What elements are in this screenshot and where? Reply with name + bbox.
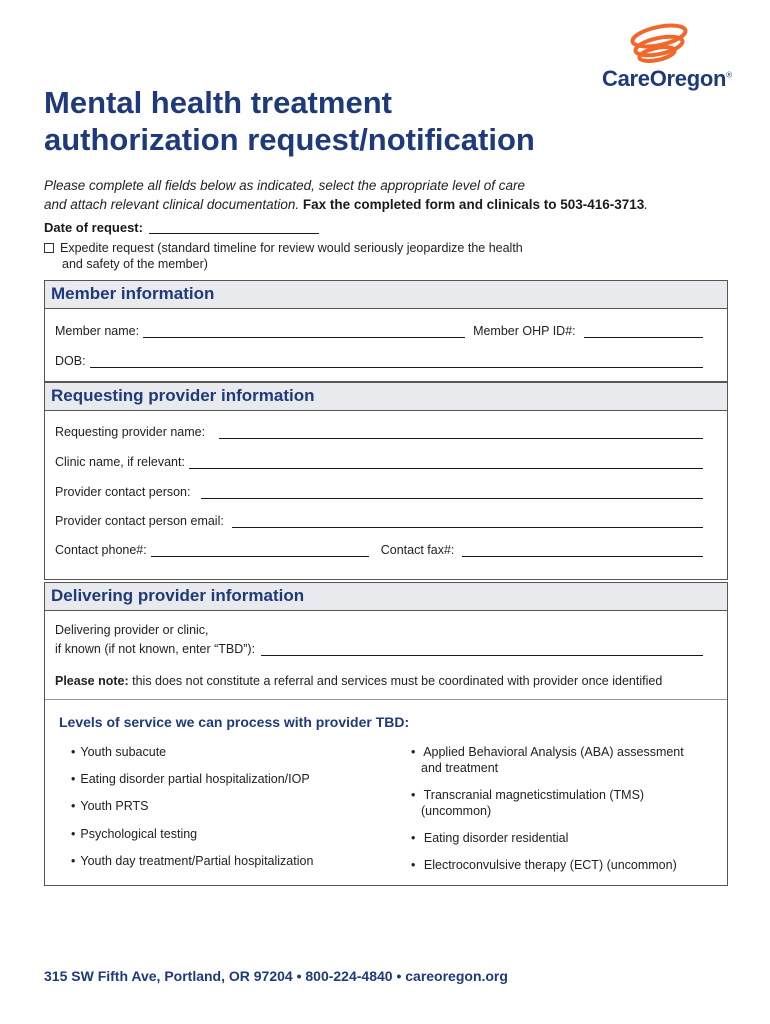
list-item: • Eating disorder residential (411, 830, 568, 846)
requesting-provider-name-field[interactable] (219, 427, 703, 439)
divider (45, 699, 727, 700)
member-information-section: Member information Member name: Member OHP ID#: DOB: (44, 280, 728, 382)
expedite-checkbox[interactable] (44, 243, 54, 253)
list-item: • Applied Behavioral Analysis (ABA) assessment and treatment (411, 744, 684, 776)
list-item: • Eating disorder partial hospitalization/IOP (71, 771, 310, 787)
levels-of-service-title: Levels of service we can process with provider TBD: (59, 714, 410, 730)
member-ohp-id-field[interactable] (584, 326, 703, 338)
provider-contact-email-field[interactable] (232, 516, 703, 528)
date-of-request: Date of request: (44, 220, 319, 235)
date-of-request-field[interactable] (149, 233, 319, 234)
list-item: • Transcranial magneticstimulation (TMS) (uncommon) (411, 787, 644, 819)
contact-fax-field[interactable] (462, 545, 703, 557)
list-item: • Electroconvulsive therapy (ECT) (uncommon) (411, 857, 677, 873)
provider-contact-person-field[interactable] (201, 487, 704, 499)
please-note: Please note: this does not constitute a referral and services must be coordinated with provider once identified (55, 674, 663, 688)
logo-text: CareOregon® (602, 66, 732, 91)
clinic-name-field[interactable] (189, 457, 703, 469)
contact-phone-field[interactable] (151, 545, 369, 557)
delivering-provider-field[interactable] (261, 644, 703, 656)
list-item: • Youth subacute (71, 744, 166, 760)
careoregon-swirl-icon (628, 22, 690, 64)
delivering-provider-section: Delivering provider information Delivering provider or clinic, if known (if not known, enter “TBD”): Please note: this does not constitute a referral and services must be coordinated with provider once identified Levels of service we can process with provider TBD: • Youth subacute • Eating disorder partial hospitalization/IOP • Youth PRTS • Psychological testing • Youth day treatment/Partial hospitalization • Applied Behavioral Analysis (ABA) assessment and treatment • Transcranial magneticstimulation (TMS) (uncommon) • Eating disorder residential • Electroconvulsive therapy (ECT) (uncommon) (44, 582, 728, 886)
section-heading: Delivering provider information (45, 583, 727, 611)
expedite-request: Expedite request (standard timeline for review would seriously jeopardize the health and safety of the member) (44, 240, 604, 272)
list-item: • Psychological testing (71, 826, 197, 842)
section-heading: Member information (45, 281, 727, 309)
page-title: Mental health treatment authorization request/notification (44, 85, 535, 157)
member-name-field[interactable] (143, 326, 465, 338)
section-heading: Requesting provider information (45, 383, 727, 411)
careoregon-logo (598, 22, 738, 94)
list-item: • Youth PRTS (71, 798, 149, 814)
requesting-provider-section: Requesting provider information Requesting provider name: Clinic name, if relevant: Provider contact person: Provider contact person email: Contact phone#: Contact fax#: (44, 382, 728, 580)
list-item: • Youth day treatment/Partial hospitalization (71, 853, 313, 869)
dob-field[interactable] (90, 356, 703, 368)
footer-contact: 315 SW Fifth Ave, Portland, OR 97204 • 800-224-4840 • careoregon.org (44, 968, 508, 984)
instructions: Please complete all fields below as indicated, select the appropriate level of care and attach relevant clinical documentation. Fax the completed form and clinicals to 503-416-3713. (44, 178, 649, 212)
